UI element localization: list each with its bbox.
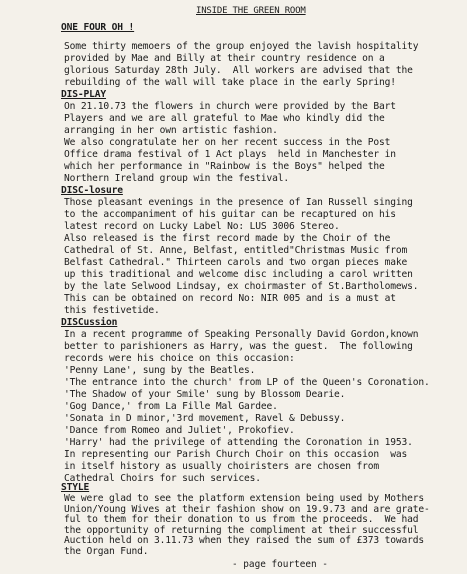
section-heading-one-four-oh: ONE FOUR OH ! [61,22,135,33]
paragraph-line: Office drama festival of 1 Act plays held in Manchester in [64,149,396,160]
paragraph-line: provided by Mae and Billy at their country residence on a [64,53,385,64]
paragraph-line: We also congratulate her on her recent success in the Post [64,137,391,148]
paragraph-line: Cathedral Choirs for such services. [64,473,261,484]
paragraph-line: We were glad to see the platform extension being used by Mothers [64,493,425,504]
paragraph-line: Players and we are all grateful to Mae who kindly did the [64,113,385,124]
paragraph-line: the Organ Fund. [64,545,149,557]
paragraph-line: arranging in her own artistic fashion. [64,125,278,136]
paragraph-line: Belfast Cathedral." Thirteen carols and two organ pieces make [64,257,408,268]
paragraph-line: ful to them for their donation to us from the proceeds. We had [64,514,419,525]
paragraph-line: latest record on Lucky Label No: LUS 3006 Stereo. [64,221,340,232]
section-heading-disc-losure: DISC-losure [61,185,123,196]
record-list-item: 'Sonata in D minor,'3rd movement, Ravel & Debussy. [64,413,346,424]
section-heading-style: STYLE [61,482,90,493]
paragraph-line: Auction held on 3.11.73 when they raised the sum of £373 towards [64,535,425,546]
paragraph-line: In representing our Parish Church Choir on this occasion was [64,449,408,460]
paragraph-line: better to parishioners as Harry, was the guest. The following [64,341,413,352]
paragraph-line: This can be obtained on record No: NIR 005 and is a must at [64,293,396,304]
paragraph-line: by the late Selwood Lindsay, ex choirmaster of St.Bartholomews. [64,281,419,292]
paragraph-line: in itself history as usually choiristers are chosen from [64,461,380,472]
paragraph-line: Union/Young Wives at their fashion show on 19.9.73 and are grate- [64,503,430,515]
paragraph-line: Northern Ireland group win the festival. [64,173,290,184]
paragraph-line: Also released is the first record made by the Choir of the [64,233,391,244]
paragraph-line: which her performance in "Rainbow is the Boys" helped the [64,161,385,172]
paragraph-line: Some thirty memoers of the group enjoyed the lavish hospitality [64,41,419,52]
record-list-item: 'The Shadow of your Smile' sung by Blossom Dearie. [64,389,346,400]
paragraph-line: In a recent programme of Speaking Personally David Gordon,known [64,329,419,340]
section-heading-dis-play: DIS-PLAY [61,89,107,100]
paragraph-line: records were his choice on this occasion: [64,353,295,364]
paragraph-line: the opportunity of returning the compliment at their successful [64,524,419,536]
record-list-item: 'Penny Lane', sung by the Beatles. [64,365,256,376]
page-number-footer: - page fourteen - [232,559,328,570]
paragraph-line: this festivetide. [64,305,160,316]
paragraph-line: to the accompaniment of his guitar can be recaptured on his [64,209,396,220]
paragraph-line: 'Harry' had the privilege of attending the Coronation in 1953. [64,437,413,448]
paragraph-line: up this traditional and welcome disc including a carol written [64,269,413,280]
record-list-item: 'Gog Dance,' from La Fille Mal Gardee. [64,401,278,412]
section-heading-discussion: DISCussion [61,317,118,328]
paragraph-line: rebuilding of the wall will take place in the early Spring! [64,77,396,88]
paragraph-line: On 21.10.73 the flowers in church were provided by the Bart [64,101,396,112]
paragraph-line: glorious Saturday 28th July. All workers are advised that the [64,65,413,76]
record-list-item: 'The entrance into the church' from LP of the Queen's Coronation. [64,377,430,388]
page-title: INSIDE THE GREEN ROOM [196,6,306,16]
paragraph-line: Cathedral of St. Anne, Belfast, entitled"Christmas Music from [64,245,408,256]
paragraph-line: Those pleasant evenings in the presence of Ian Russell singing [64,197,413,208]
record-list-item: 'Dance from Romeo and Juliet', Prokofiev. [64,425,295,436]
